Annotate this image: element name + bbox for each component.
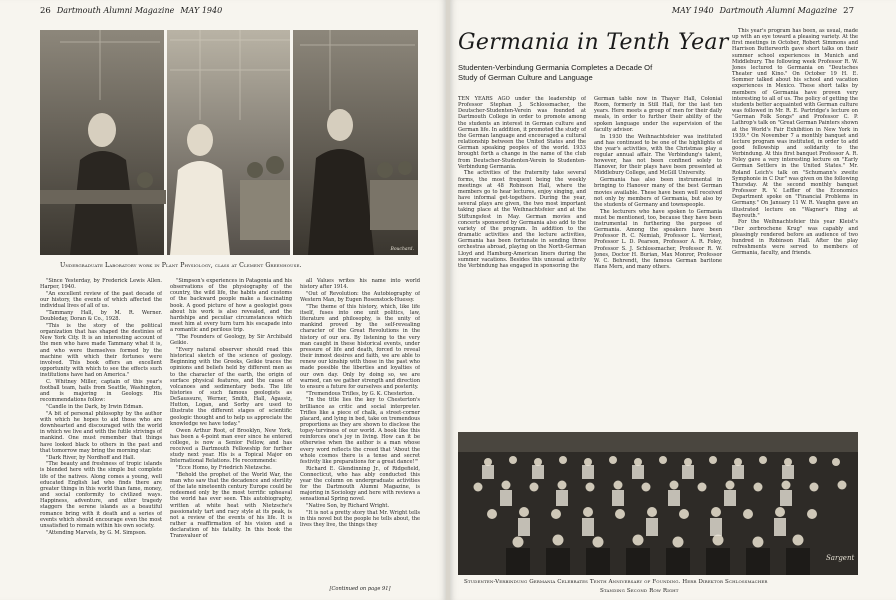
right-col2-para: German table now in Thayer Hall, Colonial Room, formerly in Still Hall, for the last ten years. Here meets a group of men for their daily meals, in order to further their ability of the spoken language under the supervision of the faculty advisor. [594,96,722,133]
article-title: Germania in Tenth Year [458,30,729,55]
article-subtitle: Studenten-Verbindung Germania Completes a Decade Of Study of German Culture and Language [458,63,653,82]
photo-credit: Bouchard. [390,247,414,252]
left-issue-date: MAY 1940 [180,6,223,15]
greenhouse-photo-art [40,30,418,255]
left-page-number: 26 [40,6,51,16]
right-col1-para: The activities of the fraternity take several forms, the most frequent being the weekly meetings at 48 Robinson Hall, where the members go to hear lectures, enjoy singing, and have informal get-togethers. During the year, several plays are given, the two most important taking place at the Weihnachtsfeier and at the Stiftungsfest in May. German movies and concerts sponsored by Germania also add to the variety of the program. In addition to the dramatic activities and the lecture activities, Germania has been fortunate in sending three orchestras abroad, playing on the North-German Lloyd and Hamburg-American liners during the summer vacations. Besides this unusual activity the Verbindung has engaged in sponsoring the [458,170,586,269]
left-col3-para: "Tremendous Trifles, by G. K. Chesterton. [306,390,415,397]
group-photo-caption-2: Standing Second Row Right [600,588,679,594]
left-col1-para: "Tammany Hall, by M. R. Werner. Doubleday, Doran & Co., 1928. [40,309,162,323]
left-column-3 [300,278,420,596]
greenhouse-photo-caption: Undergraduate Laboratory work in Plant Physiology, class at Clement Greenhouse. [60,262,302,269]
left-col3-para: "It is not a pretty story that Mr. Wright tells in this novel but the people he tells about, the lives they live, the things they [300,509,420,529]
left-col1-para: "Dark River, by Nordhoff and Hall. [46,454,136,461]
group-photo-caption-1: Studenten-Verbindung Germania Celebrates Tenth Anniversary of Founding. Herr Direktor Schlossmacher [464,579,768,585]
left-magazine-title: Dartmouth Alumni Magazine [56,6,175,15]
left-column-2 [170,278,292,596]
continued-note: [Continued on page 91] [300,586,420,596]
left-col2-para: "Behold the prophet of the World War, the man who saw that the decadence and sterility of the late nineteenth century Europe could be redeemed only by the most terrific upheaval the world has ever seen. This autobiography, written at white heat with Nietzsche's passionately tart and racy style at its peak, is not a review of the events of his life. It is rather a reaffirmation of his vision and a declaration of his fatality. In this book the Transvaluer of [170,471,292,540]
left-col2-para: Owen Arthur Root, of Brooklyn, New York, has been a 4-point man ever since he entered college, is now a Senior Fellow, and has received a Dartmouth Fellowship for further study next year. His is a Topical Major on International Relations. He recommends: [170,427,292,465]
group-photo-art [458,432,858,575]
left-col1-para: "Since Yesterday, by Frederick Lewis Allen. Harper, 1940. [40,278,162,291]
left-col1-para: "A bit of personal philosophy by the author with which he hopes to aid those who are downhearted and discouraged with the world in which we live and with the futile strivings of mankind. One must remember that things have looked black to others in the past and that tomorrow may bring the morning star. [40,410,162,454]
left-col1-para: "Attending Marvels, by G. M. Simpson. [46,529,147,536]
left-col2-para: "Every natural observer should read this historical sketch of the science of geology. Beginning with the Greeks, Geikie traces the opinions and beliefs held by different men as to the character of the earth, the origin of surface physical features, and the cause of volcanoes and sedimentary beds. The life histories of such famous geologists as DeSaussure, Werner, Smith, Hall, Agassiz, Hutton, Logan, and Sorby are used to illustrate the different stages of scientific geologic thought and to help us appreciate the knowledge we have today." [170,346,292,427]
left-col3-para: "In the title lies the key to Chesterton's brilliance as critic and social interpreter. Trifles like a piece of chalk, a street-corner placard, and lying in bed, take on tremendous proportions as they are shown to disclose the topsy-turviness of our world. A book like this reinforces one's joy in living. How can it be otherwise when the author is a man whose every word reflects the creed that 'About the whole cosmos there is a tense and secret festivity like preparations for a great dance!'" [300,397,420,465]
right-col2-para: Germania has also been instrumental in bringing to Hanover many of the best German movies available. These have been well received not only by members of Germania, but also by the students of Germany and townspeople. [594,177,722,208]
left-col3-para: "Out of Revolution: the Autobiography of Western Man, by Eugen Rosenstock-Huessy. [300,290,420,304]
left-col1-para: "Candle in the Dark, by Irwin Edman. [46,404,144,411]
greenhouse-photo [40,30,418,255]
left-running-head [40,6,222,18]
left-col2-para: "Simpson's experiences in Patagonia and his observations of the physiography of the country, the wild life, the habits and customs of the backward people make a fascinating book. A good picture of how a geologist goes about his work is also revealed, and the hardships and peculiar circumstances which meet him at every turn turn his escapade into a romantic and perilous trip. [170,278,292,334]
left-col1-para: "An excellent review of the past decade of our history, the events of which affected the individual lives of all of us. [40,290,162,310]
left-column-1 [40,278,162,596]
right-page [450,0,896,600]
right-col2-para: In 1930 the Weihnachtsfeier was instituted and has continued to be one of the highlights of the year's activities, with the Christmas play a regular annual affair. The Verbindung's talent, however, has not been confined solely to Hanover, for their plays have been presented at Middlebury College, and McGill University. [594,133,722,177]
left-col3-para: "The theme of this history, which, like life itself, fuses into one unit politics, law, literature and philosophy, is the unity of mankind proved by the self-revealing character of the Great Revolutions in the history of our era. By listening to the very man caught in these historical events, under pressure of life and death, forced to reveal their inmost desires and faith, we are able to renew our kinship with those in the past who made possible the liberties and loyalties of our own day. Only by doing so, we are warned, can we gather strength and direction to ensure a future for ourselves and posterity. [300,303,420,390]
left-col1-para: "The beauty and freshness of tropic islands is blended here with the simple but complete life of the natives. Along comes a young, well educated English lad who finds there are greater things in this world than fame, money, and social conformity to civilized ways. Happiness, adventure, and utter tragedy staggers the serene islands as a beautiful romance bring with it death and a series of events which should encourage even the most unsatisfied to remain within his own society. [40,461,162,529]
right-col1-para: TEN YEARS AGO under the leadership of Professor Stephan J. Schlossmacher, the Deutscher-Studenten-Verein was founded at Dartmouth College in order to promote among the students an interest in German culture and German life. In addition, it promoted the study of the German language and encouraged a cultural relationship between the United States and the German speaking peoples of the world. 1933 brought forth a change in the name of the club from Deutscher-Studenten-Verein to Studenten-Verbindung Germania. [458,96,586,170]
right-magazine-title: Dartmouth Alumni Magazine [719,6,838,15]
left-col3-para: all Values writes his name into world history after 1914. [300,278,420,291]
right-col3-para: For the Weihnachtsfeier this year Kleist's "Der zerbrochene Krug" was capably and pleasingly rendered before an audience of two hundred in Robinson Hall. After the play refreshments were served to members of Germania, faculty, and friends. [732,219,858,257]
germania-group-photo [458,432,858,575]
right-column-2 [594,96,722,428]
left-col1-para: C. Whitney Miller, captain of this year's football team, hails from Seattle, Washington, and is majoring in Geology. His recommendations follow: [40,378,162,404]
right-column-3 [732,28,858,428]
right-col2-para: The lecturers who have spoken to Germania must be mentioned, too, because they have been instrumental in furthering the purpose of Germania. Among the speakers have been Professor R. C. Nemiah, Professor L. Verriest, Professor L. D. Pearson, Professor A. R. Foley, Professor S. J. Schlossmacher, Professor R. W. Jones, Doctor H. Burian, Max Monror, Professor W. C. Behrendt, the famous German baritone Hans Merx, and many others. [594,208,722,270]
left-col3-para: "Native Son, by Richard Wright. [306,503,390,510]
right-column-1 [458,96,586,428]
right-col3-para: This year's program has been, as usual, made up with an eye toward a pleasing variety. At the first meetings in October, Robert Simmons and Harrison Butterworth gave short talks on their summer school experiences in Munich and Middlebury. The following week Professor R. W. Jones lectured to Germania on "Deutsches Theater und Kino." On October 19 H. E. Sommer talked about his school and vacation experiences in Mexico. These short talks by members of Germania have proven very interesting to all of us. The policy of getting the students better acquainted with German culture was followed in Mr. R. E. Partridge's lecture on "German Folk Songs" and Professor C. P. Lathrop's talk on "Great German Painters shown at the World's Fair Exhibition in New York in 1939." On November 7 a monthly banquet and lecture program was instituted, in order to add good fellowship and solidarity to the Verbindung. At this first banquet Professor A. R. Foley gave a very interesting lecture on "Early German Settlers in the United States." Mr. Roland Leich's talk on "Schumann's zweite Symphonie in C Dur" was given on the following Thursday. At the second monthly banquet Professor R. V. Leffler of the Economics Department spoke on "Financial Problems in Germany." On January 11 W. R. Vaughn gave an illustrated lecture on "Wagner's Ring at Bayreuth." [732,28,858,219]
left-col1-para: "This is the story of the political organization that has shaped the destinies of New York City. It is an interesting account of the men who have made Tammany what it is, and who were themselves formed by the machine with which their fortunes were involved. This book offers an excellent opportunity with which to see the effects such institutions have had on America." [40,322,162,379]
right-page-number: 27 [843,6,854,16]
right-running-head [672,6,854,18]
photographer-signature: Sargent [826,554,855,562]
left-col2-para: "The Founders of Geology, by Sir Archibald Geikie. [170,334,292,347]
left-col2-para: "Ecce Homo, by Friedrich Nietzsche. [176,465,272,472]
left-page [0,0,446,600]
left-col3-para: Richard E. Glendinning Jr., of Ridgefield, Connecticut, who has ably conducted this year the column on undergraduate activities for the Dartmouth Alumni Magazine, is majoring in Sociology and here with reviews a sensational Spring novel. [300,465,420,503]
right-issue-date: MAY 1940 [671,6,714,15]
